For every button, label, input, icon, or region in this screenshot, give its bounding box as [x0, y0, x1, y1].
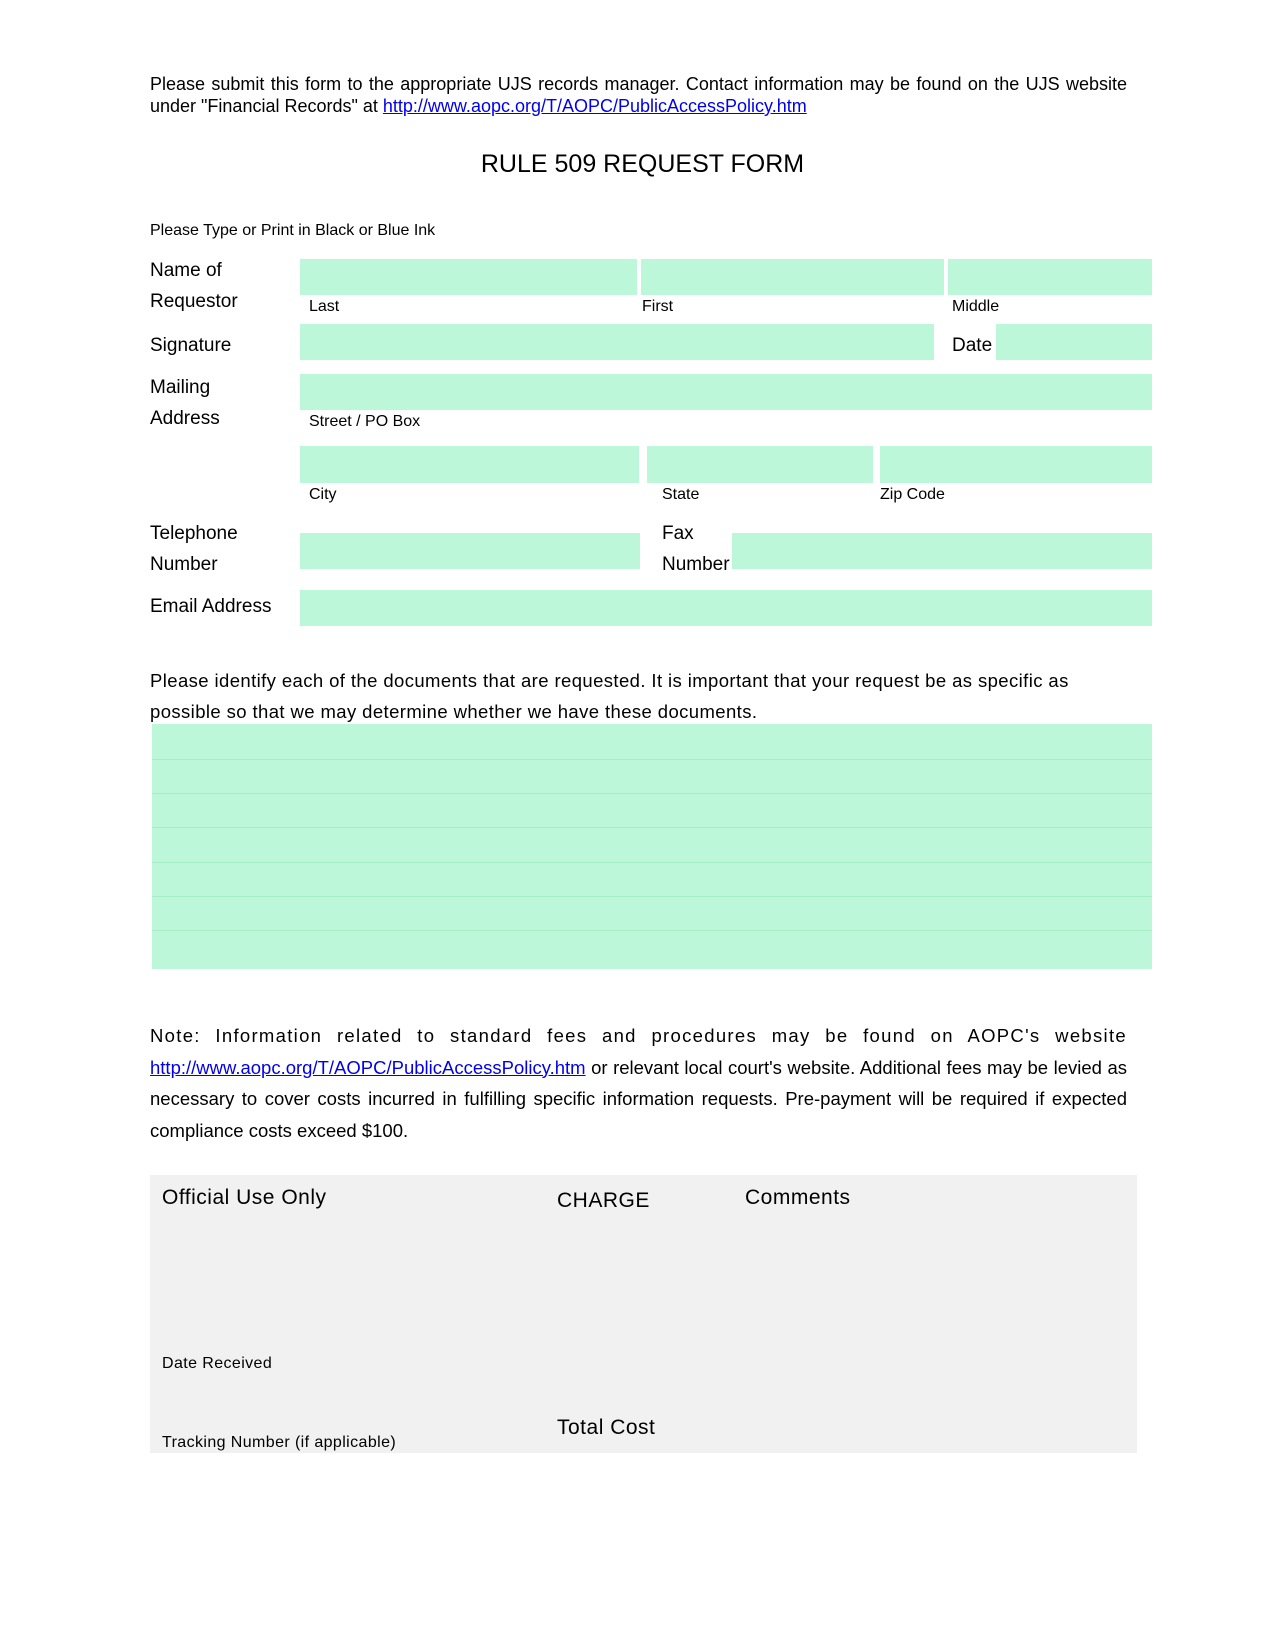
signature-field[interactable]: [300, 324, 934, 360]
name-label-line1: Name of: [150, 260, 222, 281]
comments-label: Comments: [745, 1186, 851, 1209]
documents-instructions: Please identify each of the documents that are requested. It is important that your request be as specific as possible so that we may determine whether we have these documents.: [150, 670, 1069, 722]
documents-line: [152, 930, 1152, 931]
intro-text: Please submit this form to the appropriate UJS records manager. Contact information may be found on the UJS website under "Financial Records" at: [150, 74, 1127, 116]
state-sublabel: State: [662, 486, 700, 503]
tracking-number-label: Tracking Number (if applicable): [162, 1434, 397, 1451]
official-use-section: [150, 1175, 1137, 1453]
state-field[interactable]: [647, 446, 873, 483]
telephone-label-line1: Telephone: [150, 523, 238, 544]
ink-instructions: Please Type or Print in Black or Blue Ink: [150, 222, 436, 239]
date-field[interactable]: [996, 324, 1152, 360]
official-use-title: Official Use Only: [162, 1186, 327, 1209]
signature-label: Signature: [150, 335, 232, 356]
charge-label: CHARGE: [557, 1189, 650, 1212]
note-lead: Note: Information related to standard fees and procedures may be found on AOPC's website: [150, 1025, 1127, 1046]
street-field[interactable]: [300, 374, 1152, 410]
telephone-field[interactable]: [300, 533, 640, 569]
mailing-label-line2: Address: [150, 408, 220, 429]
last-name-field[interactable]: [300, 259, 637, 295]
date-received-label: Date Received: [162, 1355, 273, 1372]
fees-note: [150, 1020, 1127, 1146]
mailing-label-line1: Mailing: [150, 377, 211, 398]
documents-requested-area[interactable]: [152, 724, 1152, 969]
documents-line: [152, 862, 1152, 863]
name-label-line2: Requestor: [150, 291, 238, 312]
email-field[interactable]: [300, 590, 1152, 626]
first-sublabel: First: [642, 298, 674, 315]
zip-sublabel: Zip Code: [880, 486, 945, 503]
telephone-label-line2: Number: [150, 554, 218, 575]
total-cost-label: Total Cost: [557, 1416, 656, 1439]
zip-field[interactable]: [880, 446, 1152, 483]
documents-line: [152, 827, 1152, 828]
street-sublabel: Street / PO Box: [309, 413, 421, 430]
last-sublabel: Last: [309, 298, 340, 315]
fax-label-line1: Fax: [662, 523, 694, 544]
note-rest: or relevant local court's website. Additional fees may be levied as necessary to cover costs incurred in fulfilling specific information requests. Pre-payment will be required if expected compliance costs exceed $100.: [150, 1056, 1127, 1141]
fax-label-line2: Number: [662, 554, 730, 575]
documents-line: [152, 896, 1152, 897]
city-field[interactable]: [300, 446, 639, 483]
fax-field[interactable]: [732, 533, 1152, 569]
email-label: Email Address: [150, 596, 272, 617]
middle-sublabel: Middle: [952, 298, 1000, 315]
first-name-field[interactable]: [641, 259, 944, 295]
date-label: Date: [952, 335, 993, 356]
documents-line: [152, 759, 1152, 760]
policy-link[interactable]: http://www.aopc.org/T/AOPC/PublicAccessPolicy.htm: [382, 96, 807, 116]
middle-name-field[interactable]: [948, 259, 1152, 295]
documents-line: [152, 793, 1152, 794]
city-sublabel: City: [309, 486, 337, 503]
intro-paragraph: [150, 73, 1127, 117]
note-policy-link[interactable]: http://www.aopc.org/T/AOPC/PublicAccessPolicy.htm: [150, 1056, 586, 1078]
form-title: RULE 509 REQUEST FORM: [480, 150, 805, 178]
